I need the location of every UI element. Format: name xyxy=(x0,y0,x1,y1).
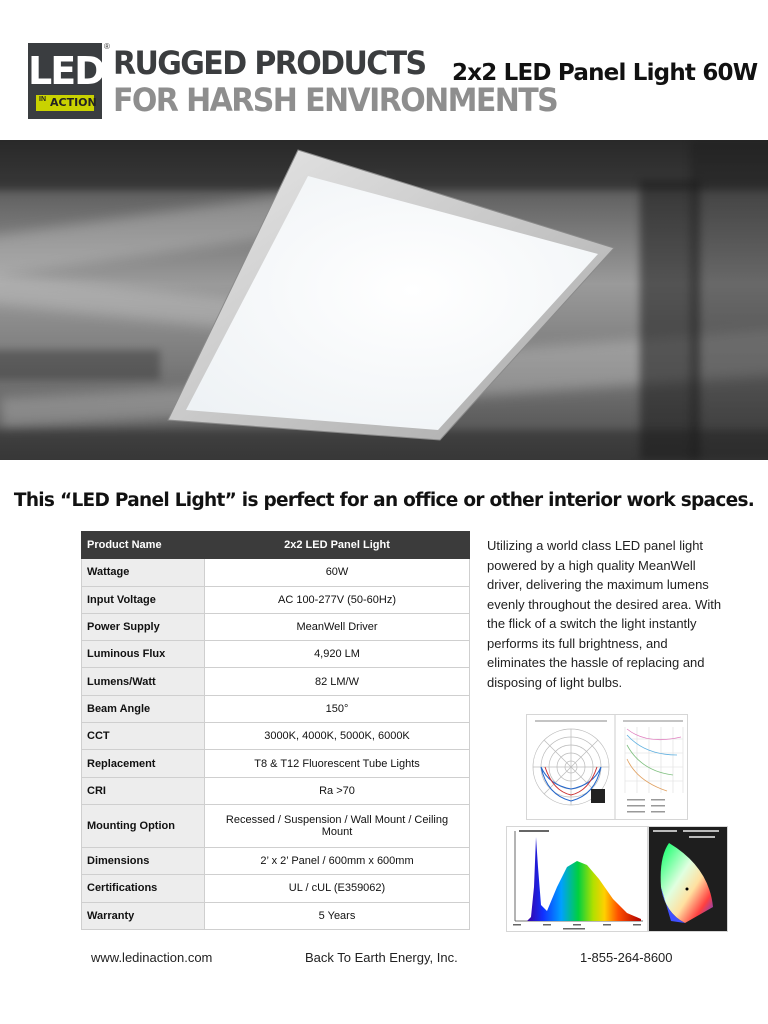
spec-value: Recessed / Suspension / Wall Mount / Ceiling Mount xyxy=(205,804,470,847)
led-in-action-logo xyxy=(28,43,102,119)
spec-row xyxy=(82,668,470,695)
spec-value: UL / cUL (E359062) xyxy=(205,875,470,902)
led-panel-illustration xyxy=(0,140,768,460)
light-distribution-figure xyxy=(526,714,688,820)
spec-value: Ra >70 xyxy=(205,777,470,804)
spec-label: Lumens/Watt xyxy=(82,668,205,695)
spec-value: 4,920 LM xyxy=(205,641,470,668)
spec-label: Product Name xyxy=(82,532,205,559)
spectral-distribution-figure xyxy=(506,826,648,932)
spec-row xyxy=(82,804,470,847)
page-header xyxy=(0,0,768,132)
spec-row xyxy=(82,875,470,902)
tagline-line-2: FOR HARSH ENVIRONMENTS xyxy=(113,81,558,120)
spec-label: Input Voltage xyxy=(82,586,205,613)
spec-row xyxy=(82,777,470,804)
spec-label: Warranty xyxy=(82,902,205,929)
cie-chromaticity-figure xyxy=(648,826,728,932)
footer-website[interactable]: www.ledinaction.com xyxy=(91,950,213,965)
spec-row xyxy=(82,902,470,929)
spec-row xyxy=(82,586,470,613)
spec-row xyxy=(82,641,470,668)
spec-table xyxy=(81,531,470,930)
spec-value: T8 & T12 Fluorescent Tube Lights xyxy=(205,750,470,777)
spec-header-row xyxy=(82,532,470,559)
spec-row xyxy=(82,559,470,586)
spec-row xyxy=(82,723,470,750)
tagline-line-1: RUGGED PRODUCTS xyxy=(113,44,426,83)
registered-mark: ® xyxy=(104,42,110,51)
spec-label: Power Supply xyxy=(82,613,205,640)
logo-led-text: LED xyxy=(28,49,104,93)
spec-label: CRI xyxy=(82,777,205,804)
spec-label: Mounting Option xyxy=(82,804,205,847)
spec-label: Certifications xyxy=(82,875,205,902)
spec-value: 2’ x 2’ Panel / 600mm x 600mm xyxy=(205,847,470,874)
spec-value: 3000K, 4000K, 5000K, 6000K xyxy=(205,723,470,750)
spec-value: 60W xyxy=(205,559,470,586)
spec-value: 82 LM/W xyxy=(205,668,470,695)
spec-label: Beam Angle xyxy=(82,695,205,722)
spec-label: Dimensions xyxy=(82,847,205,874)
logo-in-text: IN xyxy=(39,96,46,103)
spec-value: 2x2 LED Panel Light xyxy=(205,532,470,559)
spec-label: Replacement xyxy=(82,750,205,777)
spec-value: AC 100-277V (50-60Hz) xyxy=(205,586,470,613)
spec-row xyxy=(82,847,470,874)
footer-company: Back To Earth Energy, Inc. xyxy=(305,950,458,965)
product-description: Utilizing a world class LED panel light powered by a high quality MeanWell driver, delivering the maximum lumens evenly throughout the desired area. With the flick of a switch the light instantly performs its full brightness, and eliminates the hassle of replacing and disposing of light bulbs. xyxy=(487,538,722,690)
hero-panel-photo xyxy=(0,140,768,460)
spec-row xyxy=(82,613,470,640)
spec-label: CCT xyxy=(82,723,205,750)
headline: This “LED Panel Light” is perfect for an office or other interior work spaces. xyxy=(13,490,755,511)
logo-action-strip xyxy=(36,95,97,111)
spec-value: 5 Years xyxy=(205,902,470,929)
product-title: 2x2 LED Panel Light 60W xyxy=(452,60,758,86)
spec-value: 150° xyxy=(205,695,470,722)
logo-action-text: ACTION xyxy=(50,96,97,109)
spec-value: MeanWell Driver xyxy=(205,613,470,640)
spec-row xyxy=(82,750,470,777)
spec-row xyxy=(82,695,470,722)
spec-label: Wattage xyxy=(82,559,205,586)
footer-phone[interactable]: 1-855-264-8600 xyxy=(580,950,673,965)
spec-label: Luminous Flux xyxy=(82,641,205,668)
